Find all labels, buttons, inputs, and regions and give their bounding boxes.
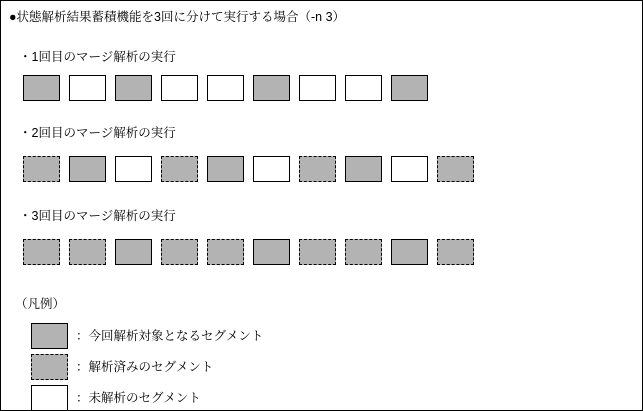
segment [207,156,244,182]
segment [161,156,198,182]
segment [299,239,336,265]
segment [23,75,60,101]
legend-item-target [31,323,263,349]
section-1-label: ・1回目のマージ解析の実行 [19,50,176,64]
segment [115,156,152,182]
legend-item-done [31,354,213,380]
legend-swatch-unanalyzed [31,385,68,411]
legend-swatch-done [31,354,68,380]
segment [69,239,106,265]
segment [161,239,198,265]
segment [23,239,60,265]
segment [207,75,244,101]
segment [345,156,382,182]
segment [253,156,290,182]
legend-label-unanalyzed: ：未解析のセグメント [76,391,201,405]
segment [437,239,474,265]
section-3-segments [23,239,474,265]
segment [345,239,382,265]
legend-title: （凡例） [15,297,66,311]
segment [253,75,290,101]
segment [391,156,428,182]
section-2-label: ・2回目のマージ解析の実行 [19,126,176,140]
segment [253,239,290,265]
section-3-label: ・3回目のマージ解析の実行 [19,209,176,223]
segment [299,75,336,101]
segment [299,156,336,182]
segment [207,239,244,265]
segment [115,239,152,265]
segment [391,239,428,265]
legend-label-target: ：今回解析対象となるセグメント [76,329,264,343]
segment [391,75,428,101]
page-title: ●状態解析結果蓄積機能を3回に分けて実行する場合（-n 3） [9,10,346,24]
segment [437,156,474,182]
segment [161,75,198,101]
segment [69,156,106,182]
segment [23,156,60,182]
segment [115,75,152,101]
segment [69,75,106,101]
legend-item-unanalyzed [31,385,201,411]
legend-swatch-target [31,323,68,349]
section-2-segments [23,156,474,182]
legend-label-done: ：解析済みのセグメント [76,360,214,374]
section-1-segments [23,75,428,101]
segment [345,75,382,101]
